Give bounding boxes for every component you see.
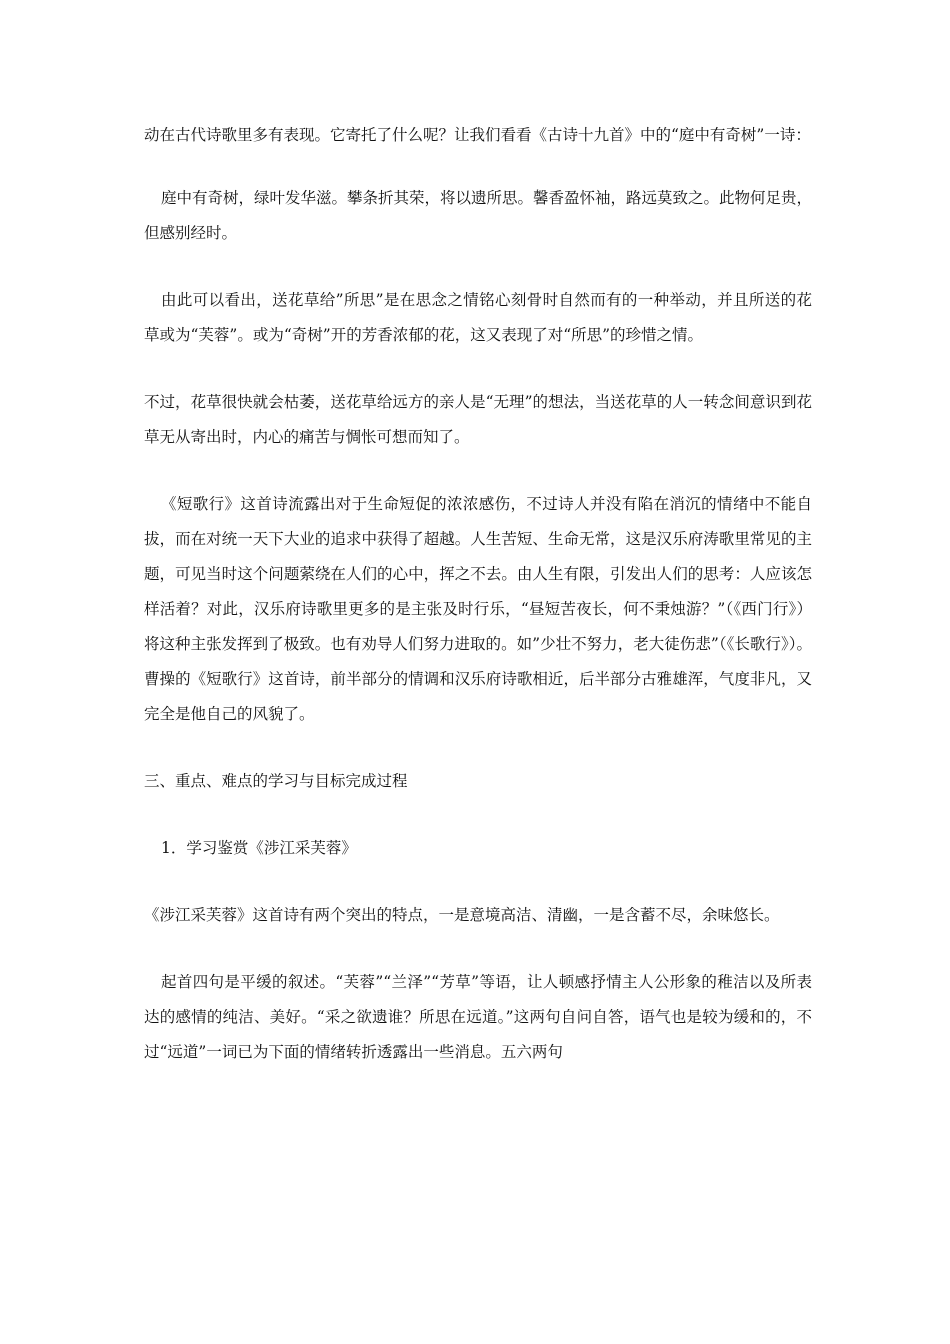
paragraph-analysis-2: 不过，花草很快就会枯萎，送花草给远方的亲人是“无理”的想法，当送花草的人一转念间意识到花草无从寄出时，内心的痛苦与惆怅可想而知了。: [144, 393, 812, 446]
paragraph-shejiang-2: 起首四句是平缓的叙述。“芙蓉”“兰泽”“芳草”等语，让人顿感抒情主人公形象的稚洁以及所表达的感情的纯洁、美好。“采之欲遗谁？所思在远道。”这两句自问自答，语气也是较为缓和的，不过“远道”一词已为下面的情绪转折透露出一些消息。五六两句: [144, 973, 812, 1061]
paragraph-duangexing: 《短歌行》这首诗流露出对于生命短促的浓浓感伤，不过诗人并没有陷在消沉的情绪中不能自拔，而在对统一天下大业的追求中获得了超越。人生苦短、生命无常，这是汉乐府涛歌里常见的主题，可见当时这个问题萦绕在人们的心中，挥之不去。由人生有限，引发出人们的思考：人应该怎样活着？对此，汉乐府诗歌里更多的是主张及时行乐，“昼短苦夜长，何不秉烛游？”（《西门行》）将这种主张发挥到了极致。也有劝导人们努力进取的。如”少壮不努力，老大徒伤悲”（《长歌行》）。曹操的《短歌行》这首诗，前半部分的情调和汉乐府诗歌相近，后半部分古雅雄浑，气度非凡，又完全是他自己的风貌了。: [144, 495, 812, 723]
paragraph-poem: 庭中有奇树，绿叶发华滋。攀条折其荣，将以遗所思。馨香盈怀袖，路远莫致之。此物何足贵，但感别经时。: [144, 189, 813, 242]
section-heading-3: 三、重点、难点的学习与目标完成过程: [144, 772, 408, 790]
document-page: [144, 118, 812, 1070]
paragraph-intro: 动在古代诗歌里多有表现。它寄托了什么呢？让我们看看《古诗十九首》中的“庭中有奇树”一诗：: [144, 126, 811, 144]
paragraph-analysis-1: 由此可以看出，送花草给”所思”是在思念之情铭心刻骨时自然而有的一种举动，并且所送的花草或为“芙蓉”。或为“奇树”开的芳香浓郁的花，这又表现了对“所思”的珍惜之情。: [144, 291, 812, 344]
paragraph-shejiang-1: 《涉江采芙蓉》这首诗有两个突出的特点，一是意境高洁、清幽，一是含蓄不尽，余味悠长。: [144, 906, 780, 924]
item-heading-1: 1．学习鉴赏《涉江采芙蓉》: [161, 839, 357, 857]
